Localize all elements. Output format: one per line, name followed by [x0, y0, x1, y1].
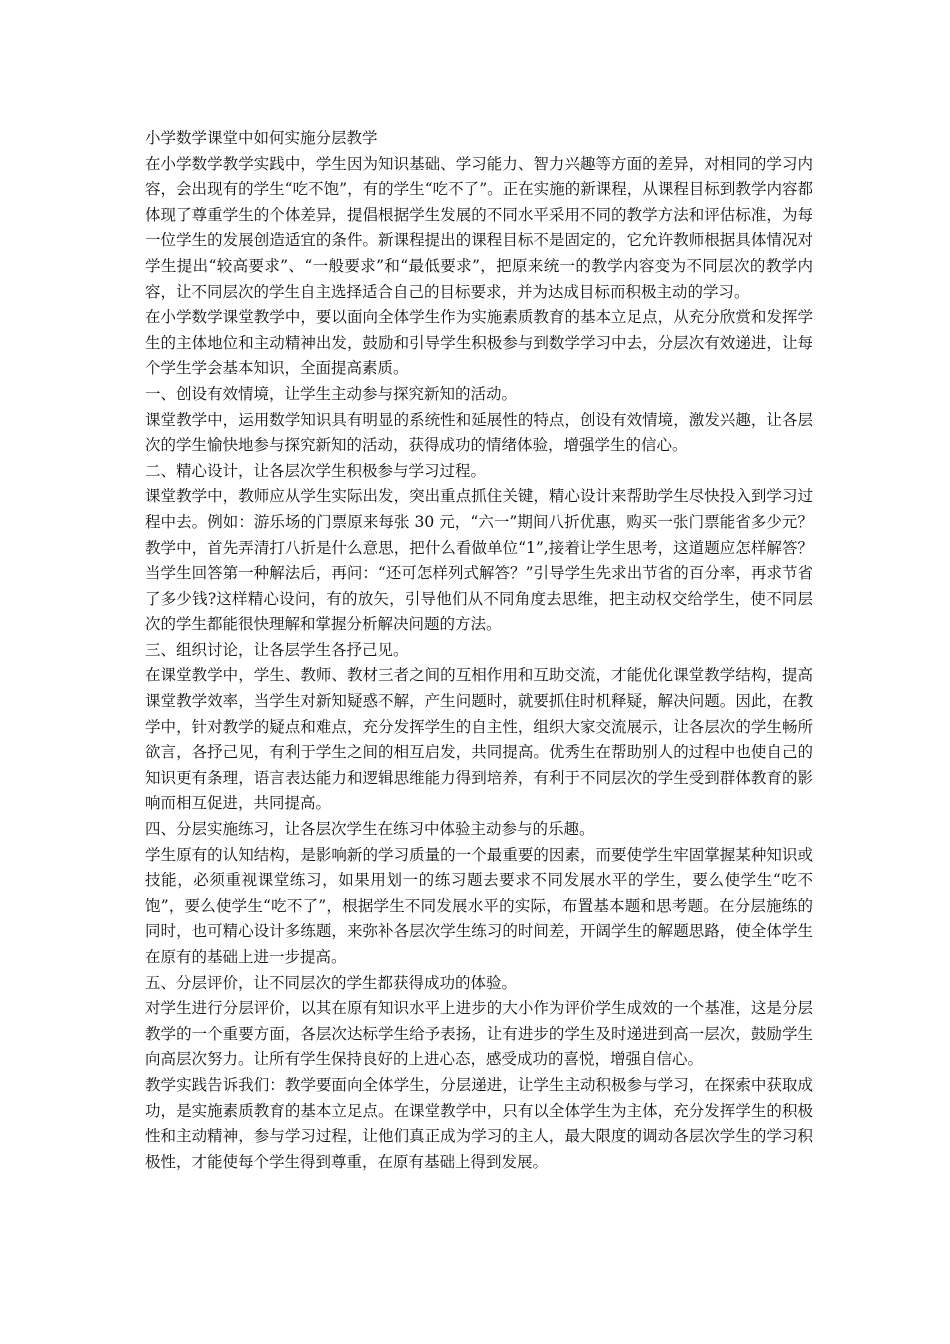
section-heading-3: 三、组织讨论，让各层学生各抒己见。 [145, 640, 409, 659]
section-heading-5: 五、分层评价，让不同层次的学生都获得成功的体验。 [145, 973, 518, 992]
section-3-paragraph: 在课堂教学中，学生、教师、教材三者之间的互相作用和互助交流，才能优化课堂教学结构，提高课堂教学效率，当学生对新知疑惑不解，产生问题时，就要抓住时机释疑，解决问题。因此，在教学中，针对教学的疑点和难点，充分发挥学生的自主性，组织大家交流展示，让各层次的学生畅所欲言，各抒己见，有利于学生之间的相互启发，共同提高。优秀生在帮助别人的过程中也使自己的知识更有条理，语言表达能力和逻辑思维能力得到培养，有利于不同层次的学生受到群体教育的影响而相互促进，共同提高。 [145, 666, 813, 813]
section-5-paragraph: 对学生进行分层评价，以其在原有知识水平上进步的大小作为评价学生成效的一个基准，这是分层教学的一个重要方面，各层次达标学生给予表扬，让有进步的学生及时递进到高一层次，鼓励学生向高层次努力。让所有学生保持良好的上进心态，感受成功的喜悦，增强自信心。 [145, 999, 813, 1069]
section-1-paragraph: 课堂教学中，运用数学知识具有明显的系统性和延展性的特点，创设有效情境，激发兴趣，让各层次的学生愉快地参与探究新知的活动，获得成功的情绪体验，增强学生的信心。 [145, 410, 813, 455]
section-heading-2: 二、精心设计，让各层次学生积极参与学习过程。 [145, 461, 487, 480]
body-paragraph: 在小学数学课堂教学中，要以面向全体学生作为实施素质教育的基本立足点，从充分欣赏和发挥学生的主体地位和主动精神出发，鼓励和引导学生积极参与到数学学习中去，分层次有效递进，让每个学生学会基本知识，全面提高素质。 [145, 308, 813, 378]
section-2-paragraph: 课堂教学中，教师应从学生实际出发，突出重点抓住关键，精心设计来帮助学生尽快投入到学习过程中去。例如：游乐场的门票原来每张 30 元，“六一”期间八折优惠，购买一张门票能省多少元？教学中，首先弄清打八折是什么意思，把什么看做单位“1”,接着让学生思考，这道题应怎样解答？当学生回答第一种解法后，再问：“还可怎样列式解答？”引导学生先求出节省的百分率，再求节省了多少钱?这样精心设问，有的放矢，引导他们从不同角度去思维，把主动权交给学生，使不同层次的学生都能很快理解和掌握分析解决问题的方法。 [145, 487, 813, 634]
section-4-paragraph: 学生原有的认知结构，是影响新的学习质量的一个最重要的因素，而要使学生牢固掌握某种知识或技能，必须重视课堂练习，如果用划一的练习题去要求不同发展水平的学生，要么使学生“吃不饱”，要么使学生“吃不了”，根据学生不同发展水平的实际，布置基本题和思考题。在分层施练的同时，也可精心设计多练题，来弥补各层次学生练习的时间差，开阔学生的解题思路，使全体学生在原有的基础上进一步提高。 [145, 845, 813, 966]
document-page [145, 126, 813, 1175]
conclusion-paragraph: 教学实践告诉我们：教学要面向全体学生，分层递进，让学生主动积极参与学习，在探索中获取成功，是实施素质教育的基本立足点。在课堂教学中，只有以全体学生为主体，充分发挥学生的积极性和主动精神，参与学习过程，让他们真正成为学习的主人，最大限度的调动各层次学生的学习积极性，才能使每个学生得到尊重，在原有基础上得到发展。 [145, 1075, 813, 1171]
intro-paragraph: 在小学数学教学实践中，学生因为知识基础、学习能力、智力兴趣等方面的差异，对相同的学习内容，会出现有的学生“吃不饱”，有的学生“吃不了”。正在实施的新课程，从课程目标到教学内容都体现了尊重学生的个体差异，提倡根据学生发展的不同水平采用不同的教学方法和评估标准，为每一位学生的发展创造适宜的条件。新课程提出的课程目标不是固定的，它允许教师根据具体情况对学生提出“较高要求”、“一般要求”和“最低要求”，把原来统一的教学内容变为不同层次的教学内容，让不同层次的学生自主选择适合自己的目标要求，并为达成目标而积极主动的学习。 [145, 154, 813, 301]
section-heading-1: 一、创设有效情境，让学生主动参与探究新知的活动。 [145, 384, 518, 403]
document-title: 小学数学课堂中如何实施分层教学 [145, 129, 378, 147]
section-heading-4: 四、分层实施练习，让各层次学生在练习中体验主动参与的乐趣。 [145, 820, 595, 839]
